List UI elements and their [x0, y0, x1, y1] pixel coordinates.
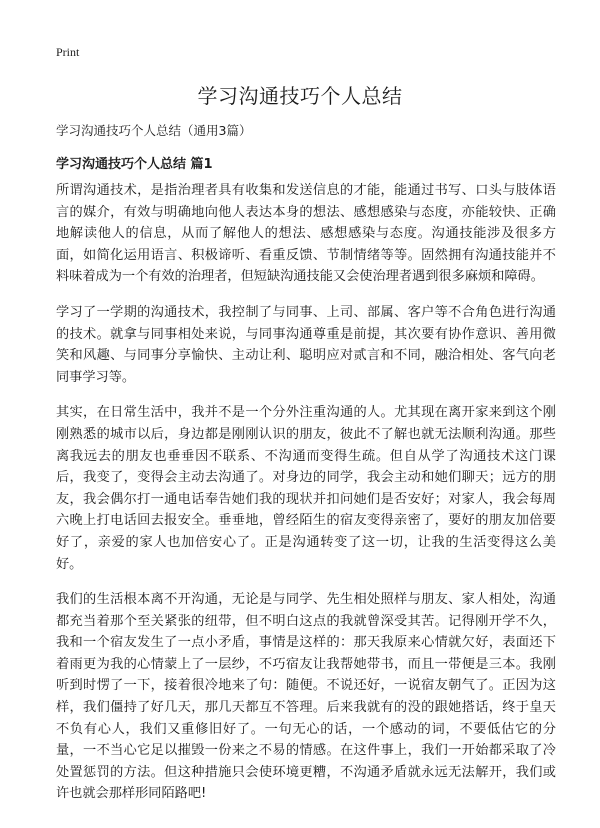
section-heading: 学习沟通技巧个人总结 篇1	[56, 157, 213, 172]
document-subtitle: 学习沟通技巧个人总结（通用3篇）	[56, 123, 252, 138]
print-link[interactable]: Print	[56, 45, 80, 59]
document-body	[56, 180, 556, 819]
paragraph-3: 其实，在日常生活中，我并不是一个分外注重沟通的人。尤其现在离开家来到这个刚刚熟悉的城市以后，身边都是刚刚认识的朋友，彼此不了解也就无法顺利沟通。那些离我远去的朋友也垂垂因不联系、不沟通而变得生疏。但自从学了沟通技术这门课后，我变了，变得会主动去沟通了。对身边的同学，我会主动和她们聊天；远方的朋友，我会偶尔打一通电话奉告她们我的现状并扣问她们是否安好；对家人，我会每周六晚上打电话回去报安全。垂垂地，曾经陌生的宿友变得亲密了，要好的朋友加倍要好了，亲爱的家人也加倍安心了。正是沟通转变了这一切，让我的生活变得这么美好。	[56, 405, 556, 572]
page-title: 学习沟通技巧个人总结	[197, 84, 403, 108]
paragraph-1: 所谓沟通技术，是指治理者具有收集和发送信息的才能，能通过书写、口头与肢体语言的媒介，有效与明确地向他人表达本身的想法、感想感染与态度，亦能较快、正确地解读他人的信息，从而了解他人的想法、感想感染与态度。沟通技能涉及很多方面，如简化运用语言、积极谛听、看重反馈、节制情绪等等。固然拥有沟通技能并不料味着成为一个有效的治理者，但短缺沟通技能又会使治理者遇到很多麻烦和障碍。	[56, 183, 556, 285]
paragraph-2: 学习了一学期的沟通技术，我控制了与同事、上司、部属、客户等不合角色进行沟通的技术。就拿与同事相处来说，与同事沟通尊重是前提，其次要有协作意识、善用微笑和风趣、与同事分享愉快、主动让利、聪明应对贰言和不同，融洽相处、客气向老同事学习等。	[56, 304, 556, 385]
paragraph-4: 我们的生活根本离不开沟通，无论是与同学、先生相处照样与朋友、家人相处，沟通都充当着那个至关紧张的纽带，但不明白这点的我就曾深受其苦。记得刚开学不久，我和一个宿友发生了一点小矛盾，事情是这样的：那天我原来心情就欠好，表面还下着雨更为我的心情蒙上了一层纱，不巧宿友让我帮她带书，而且一带便是三本。我刚听到时愣了一下，接着很冷地来了句：随便。不说还好，一说宿友朝气了。正因为这样，我们僵持了好几天，那几天都互不答理。后来我就有的没的跟她搭话，终于皇天不负有心人，我们又重修旧好了。一句无心的话，一个感动的词，不要低估它的分量，一不当心它足以摧毁一份来之不易的情感。在这件事上，我们一开始都采取了冷处置惩罚的方法。但这种措施只会使环境更糟，不沟通矛盾就永远无法解开，我们或许也就会那样形同陌路吧!	[56, 592, 556, 802]
